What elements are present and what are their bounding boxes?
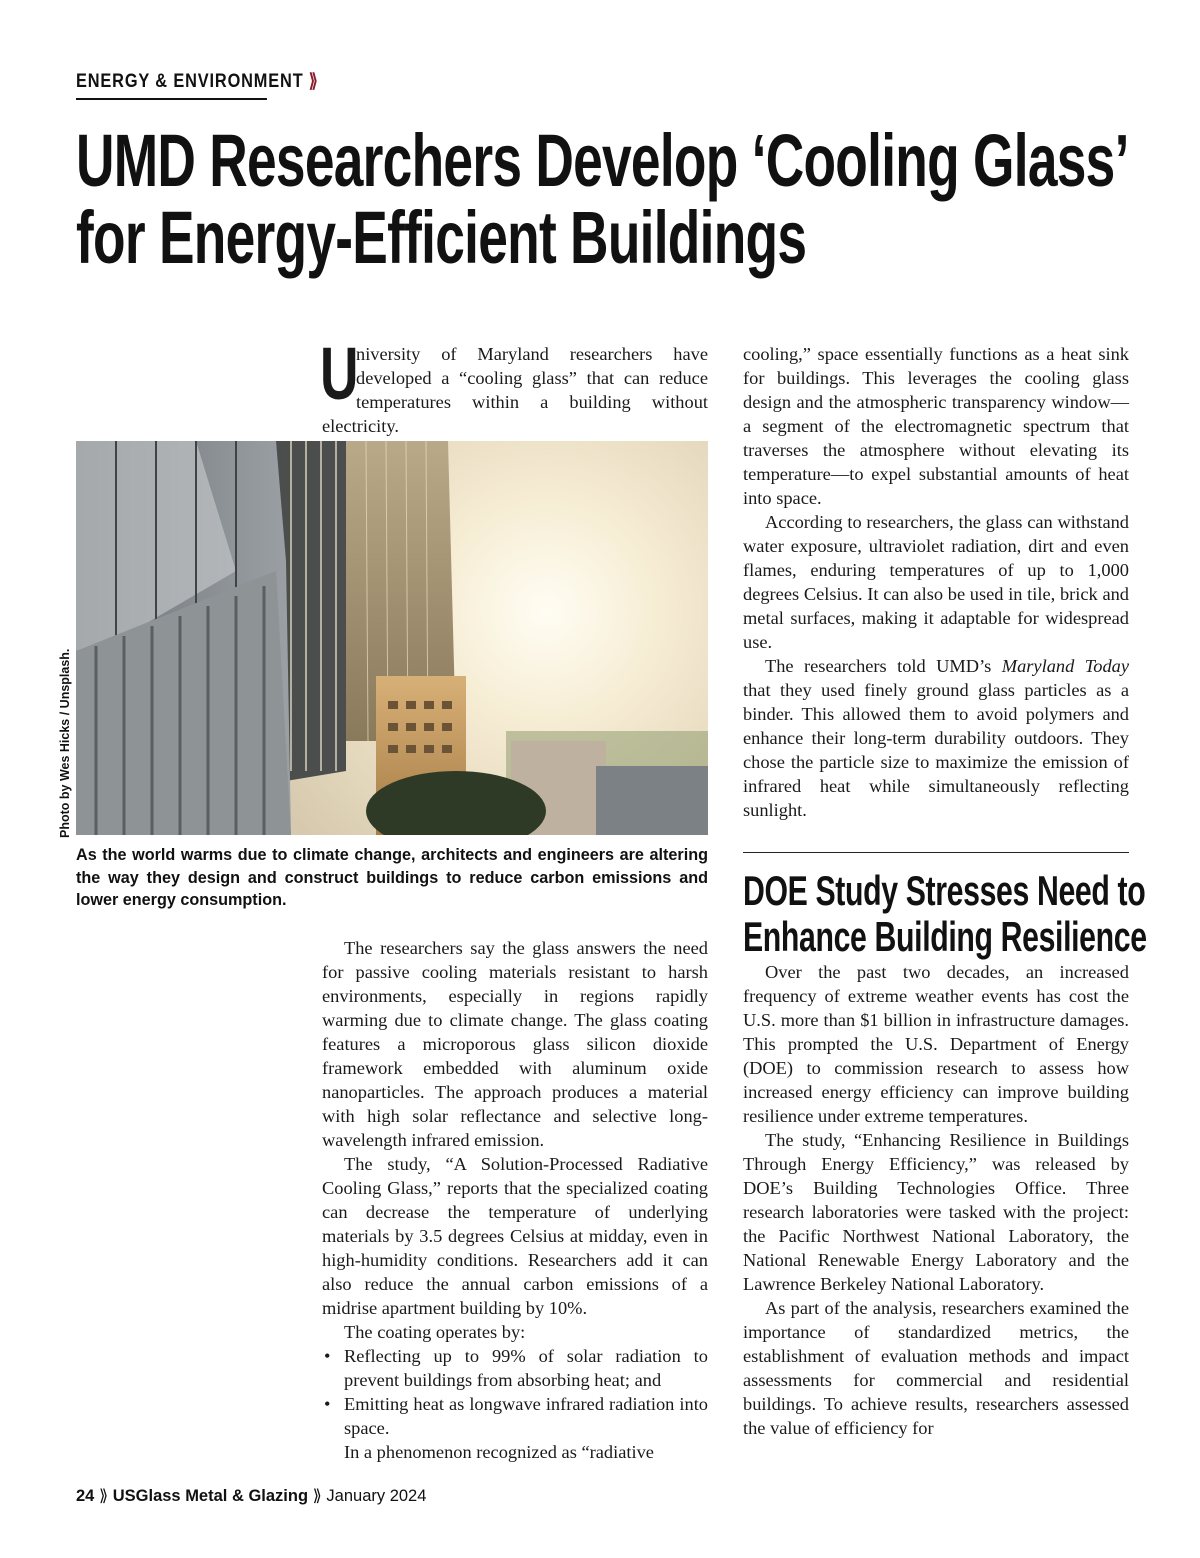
article-2-title bbox=[743, 867, 1147, 960]
article-paragraph: Over the past two decades, an increased frequency of extreme weather events has cost the U.S. more than $1 billion in infrastructure damages. This prompted the U.S. Department of Energy (DOE) to commission research to assess how increased energy efficiency can improve building resilience under extreme temperatures. bbox=[743, 962, 1129, 1126]
article-2-body bbox=[743, 960, 1129, 1440]
headline-line-1: UMD Researchers Develop ‘Cooling Glass’ bbox=[76, 119, 1129, 202]
article-paragraph: According to researchers, the glass can withstand water exposure, ultraviolet radiation, dirt and even flames, enduring temperatures of up to 1,000 degrees Celsius. It can also be used in tile, brick and metal surfaces, making it adaptable for widespread use. bbox=[743, 512, 1129, 652]
section-label-text: ENERGY & ENVIRONMENT bbox=[76, 71, 304, 92]
headline bbox=[76, 119, 1129, 279]
intro-paragraph bbox=[320, 332, 708, 438]
photo-caption: As the world warms due to climate change, architects and engineers are altering the way they design and construct buildings to reduce carbon emissions and lower energy consumption. bbox=[76, 846, 708, 909]
footer-separator-icon: ⟫ bbox=[98, 1487, 109, 1505]
publication-name: Maryland Today bbox=[1001, 656, 1130, 676]
intro-text: niversity of Maryland researchers have developed a “cooling glass” that can reduce temperatures within a building without electricity. bbox=[322, 344, 708, 436]
magazine-name: USGlass Metal & Glazing bbox=[112, 1487, 309, 1505]
drop-cap: U bbox=[320, 332, 359, 415]
skyline-image bbox=[76, 441, 708, 835]
article-paragraph: The study, “A Solution-Processed Radiative Cooling Glass,” reports that the specialized coating can decrease the temperature of underlying materials by 3.5 degrees Celsius at midday, even in high-humidity conditions. Researchers add it can also reduce the annual carbon emissions of a midrise apartment building by 10%. bbox=[322, 1154, 708, 1318]
bullet-item: • Reflecting up to 99% of solar radiation to prevent buildings from absorbing heat; and bbox=[322, 1344, 708, 1392]
article-paragraph: The coating operates by: bbox=[344, 1322, 526, 1342]
section-divider bbox=[743, 852, 1129, 853]
headline-line-2: for Energy-Efficient Buildings bbox=[76, 196, 807, 279]
article-paragraph: As part of the analysis, researchers examined the importance of standardized metrics, the establishment of evaluation methods and impact assessments for commercial and residential buildings. To achieve results, researchers assessed the value of efficiency for bbox=[743, 1298, 1129, 1438]
paragraph-text: that they used finely ground glass particles as a binder. This allowed them to avoid polymers and enhance their long-term durability outdoors. They chose the particle size to maximize the emission of infrared heat while simultaneously reflecting sunlight. bbox=[743, 680, 1129, 820]
footer-separator-icon: ⟫ bbox=[312, 1487, 322, 1505]
bullet-item: • Emitting heat as longwave infrared radiation into space. bbox=[322, 1392, 708, 1440]
photo-credit: Photo by Wes Hicks / Unsplash. bbox=[58, 648, 72, 838]
bullet-list bbox=[322, 1344, 708, 1440]
article-2-title-line-1: DOE Study Stresses Need to bbox=[743, 867, 1146, 914]
city-skyline-photo bbox=[76, 441, 708, 835]
article-paragraph: The study, “Enhancing Resilience in Buildings Through Energy Efficiency,” was released by DOE’s Building Technologies Office. Three research laboratories were tasked with the project: the Pacific Northwest National Laboratory, the National Renewable Energy Laboratory and the Lawrence Berkeley National Laboratory. bbox=[743, 1130, 1129, 1294]
page-footer bbox=[76, 1486, 426, 1506]
section-label bbox=[76, 70, 319, 100]
article-paragraph: cooling,” space essentially functions as a heat sink for buildings. This leverages the cooling glass design and the atmospheric transparency window—a segment of the electromagnetic spectrum that traverses the atmosphere without elevating its temperature—to expel substantial amounts of heat into space. bbox=[743, 344, 1129, 508]
article-column-middle bbox=[322, 936, 708, 1464]
article-2-title-line-2: Enhance Building Resilience bbox=[743, 913, 1147, 960]
paragraph-text: The researchers told UMD’s bbox=[765, 656, 1002, 676]
issue-date: January 2024 bbox=[326, 1487, 427, 1505]
article-column-right bbox=[743, 342, 1129, 822]
article-paragraph: In a phenomenon recognized as “radiative bbox=[344, 1442, 654, 1462]
chevron-icon: ⟫ bbox=[308, 71, 319, 92]
article-paragraph: The researchers say the glass answers the need for passive cooling materials resistant to harsh environments, especially in regions rapidly warming due to climate change. The glass coating features a microporous glass silicon dioxide framework embedded with aluminum oxide nanoparticles. The approach produces a material with high solar reflectance and selective long-wavelength infrared emission. bbox=[322, 938, 708, 1150]
page-number: 24 bbox=[76, 1487, 95, 1505]
article-paragraph bbox=[743, 654, 1129, 822]
